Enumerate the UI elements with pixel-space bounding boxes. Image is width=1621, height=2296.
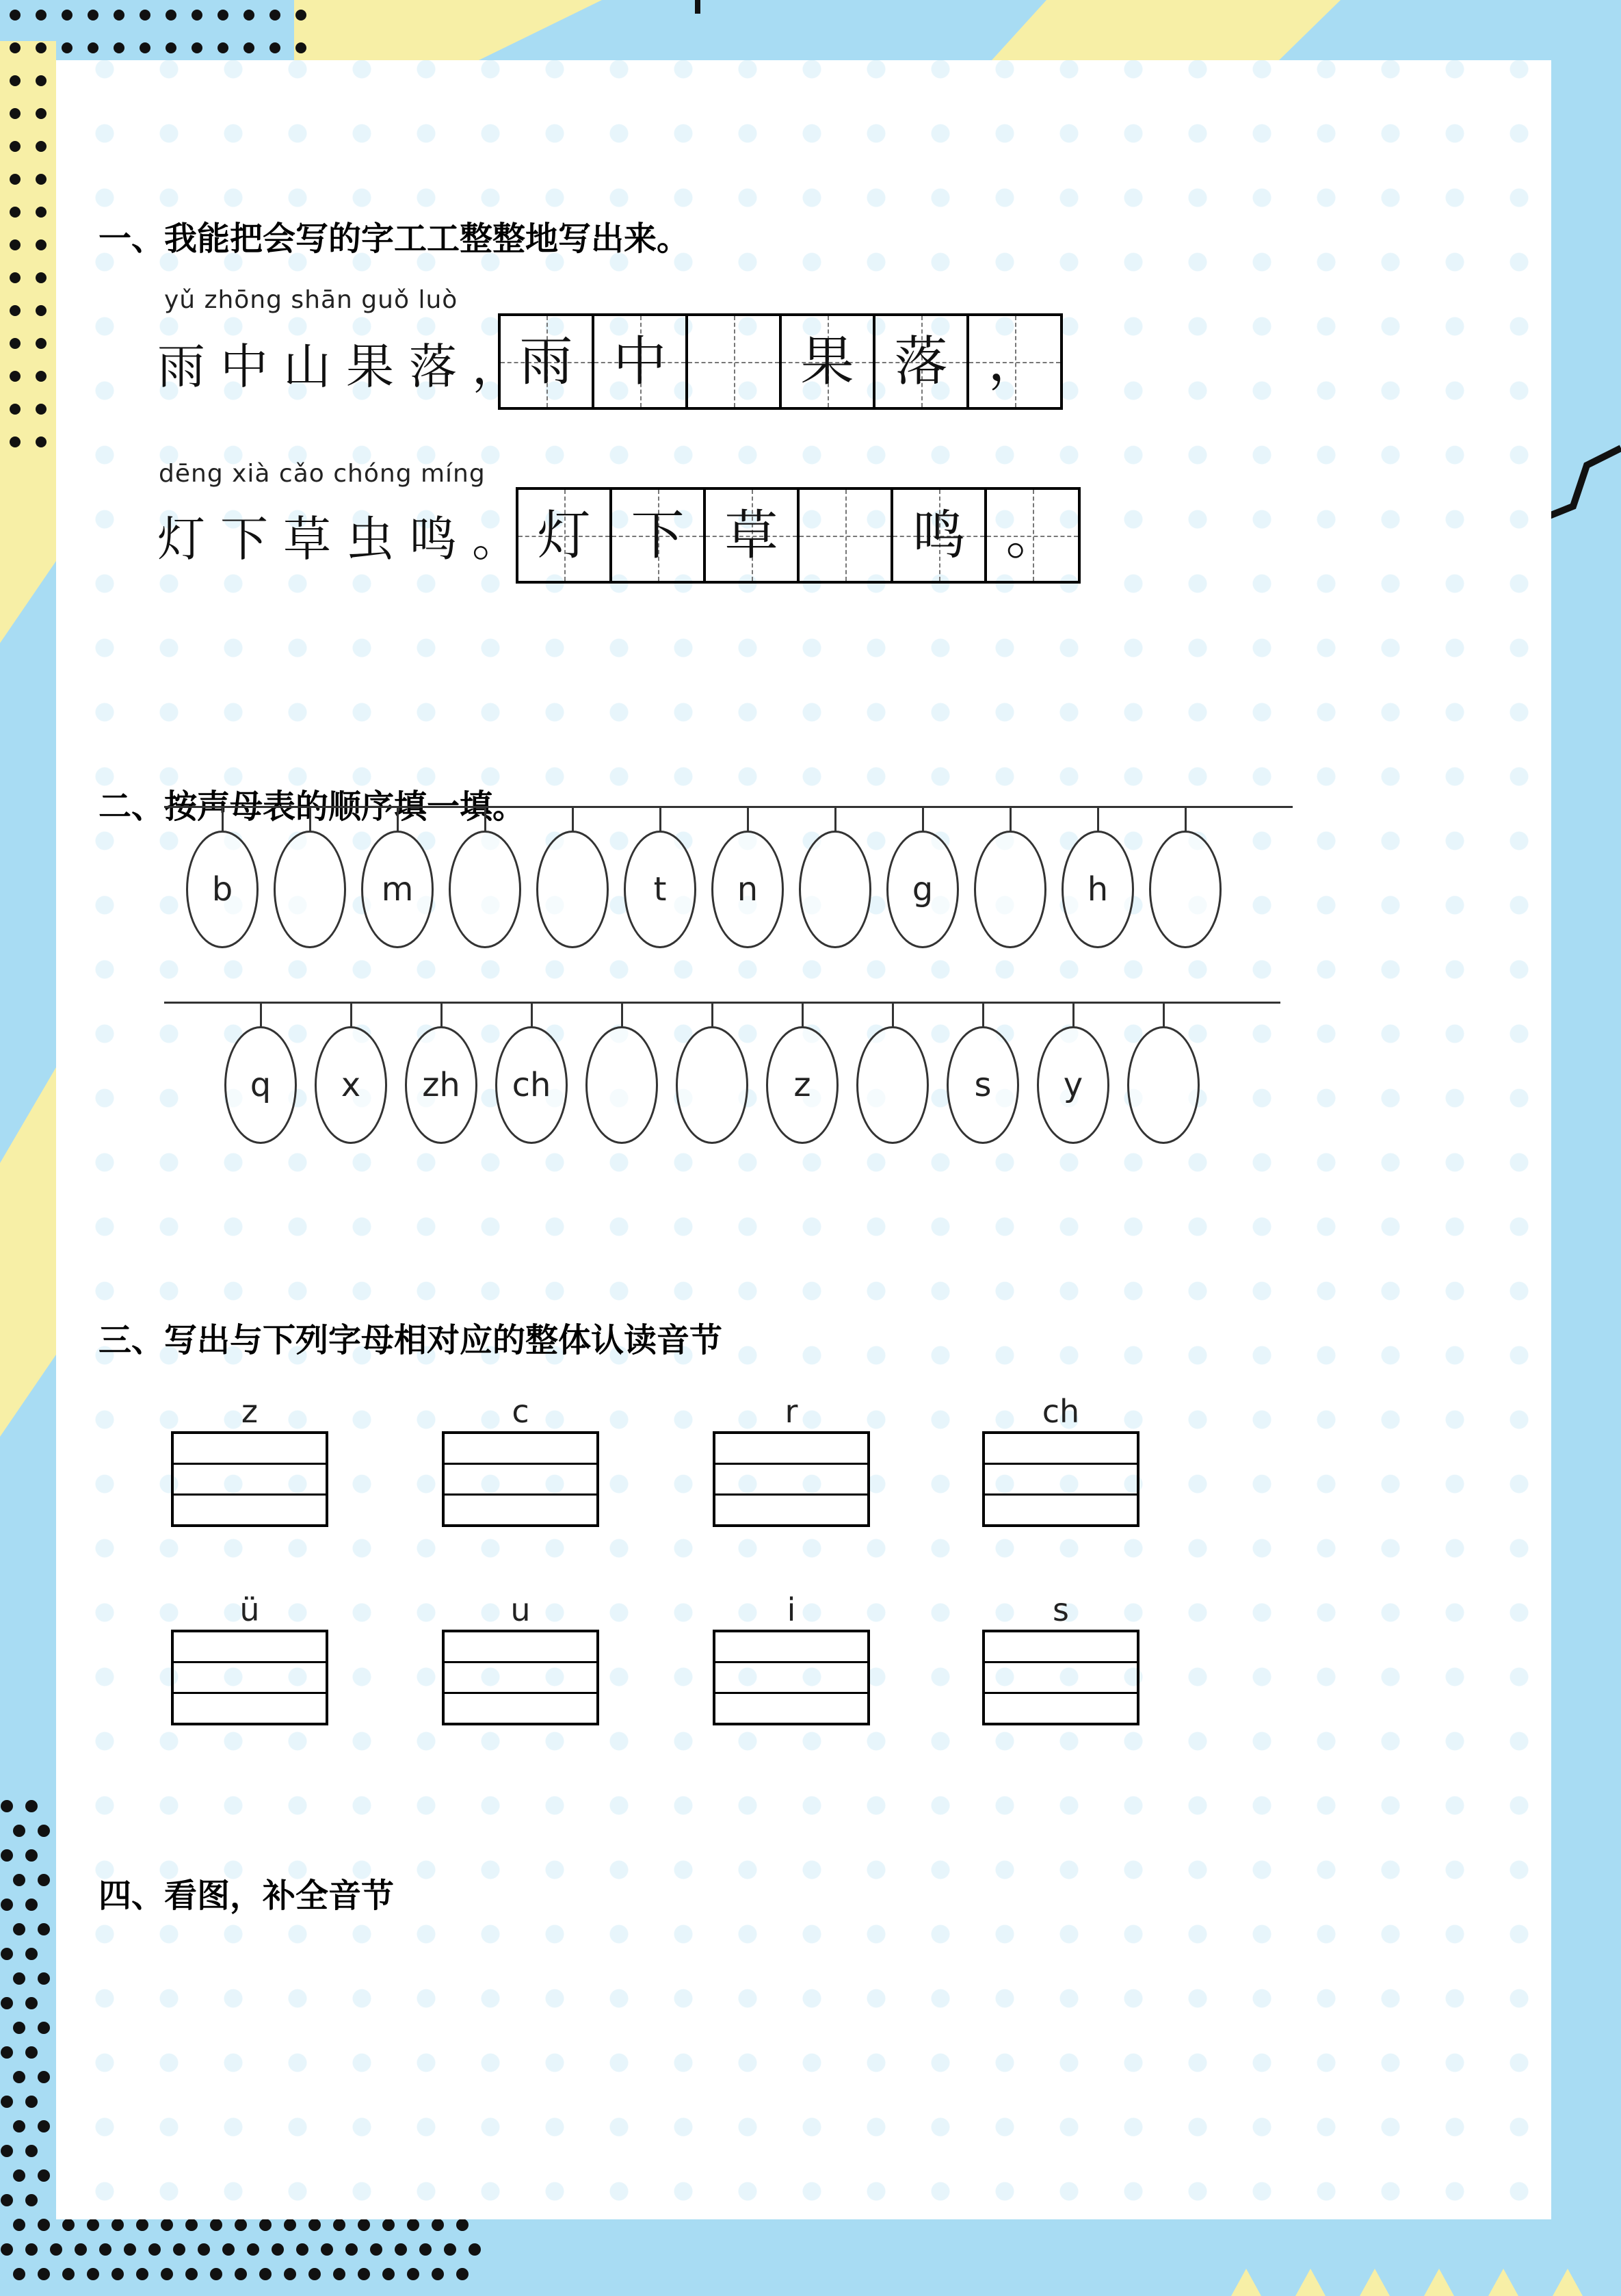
balloon[interactable]: x (315, 1026, 387, 1144)
syllable-item (171, 1393, 328, 1527)
syllable-letter: r (785, 1393, 798, 1430)
yellow-stripe-top-right (992, 0, 1341, 60)
row1-sentence: 雨中山果落， (157, 339, 535, 395)
row2-sentence: 灯下草虫鸣。 (157, 511, 535, 567)
balloon-blank[interactable] (799, 831, 871, 948)
balloon-blank[interactable] (274, 831, 346, 948)
syllable-letter: z (241, 1393, 259, 1430)
grid-cell-blank[interactable] (800, 490, 893, 581)
balloon-blank[interactable] (1149, 831, 1222, 948)
balloon[interactable]: t (624, 831, 696, 948)
grid-cell[interactable] (612, 490, 706, 581)
balloon-blank[interactable] (449, 831, 521, 948)
syllable-letter: ü (239, 1591, 260, 1628)
cell-char: 草 (724, 504, 778, 566)
balloon-string-row1 (164, 806, 1293, 808)
balloon[interactable]: y (1037, 1026, 1109, 1144)
worksheet-paper (56, 60, 1551, 2219)
section3-heading: 三、写出与下列字母相对应的整体认读音节 (98, 1321, 723, 1359)
syllable-item (982, 1591, 1139, 1725)
grid-cell[interactable] (987, 490, 1078, 581)
grid-cell[interactable] (875, 316, 969, 407)
triangle-decoration-bottom-right (1231, 2269, 1583, 2296)
writing-lines[interactable] (713, 1630, 870, 1725)
cell-char: ， (988, 330, 1042, 393)
cell-char: 落 (894, 330, 948, 393)
syllable-item (982, 1393, 1139, 1527)
writing-lines[interactable] (442, 1630, 599, 1725)
cell-char: 灯 (537, 504, 591, 566)
row2-pinyin: dēng xià cǎo chóng míng (159, 460, 486, 488)
balloon[interactable]: s (947, 1026, 1019, 1144)
cell-char: 中 (613, 330, 667, 393)
cell-char: 。 (1005, 504, 1059, 566)
syllable-item (713, 1591, 870, 1725)
balloon-blank[interactable] (856, 1026, 929, 1144)
cell-char: 果 (800, 330, 854, 393)
balloon-blank[interactable] (1127, 1026, 1200, 1144)
balloon-blank[interactable] (676, 1026, 748, 1144)
syllable-letter: ch (1042, 1393, 1080, 1430)
row1-writing-grid (498, 313, 1063, 410)
yellow-stripe-top-left (294, 0, 602, 60)
balloon[interactable]: z (766, 1026, 839, 1144)
cell-char: 下 (631, 504, 685, 566)
syllable-item (442, 1393, 599, 1527)
balloon[interactable]: zh (405, 1026, 477, 1144)
grid-cell[interactable] (969, 316, 1060, 407)
balloon[interactable]: n (711, 831, 784, 948)
balloon[interactable]: q (224, 1026, 297, 1144)
grid-cell[interactable] (782, 316, 875, 407)
balloon-string-row2 (164, 1002, 1280, 1004)
grid-cell[interactable] (518, 490, 612, 581)
syllable-item (442, 1591, 599, 1725)
yellow-stripe-left-lower (0, 1067, 56, 1437)
syllable-item (713, 1393, 870, 1527)
grid-cell-blank[interactable] (688, 316, 782, 407)
syllable-letter: s (1053, 1591, 1069, 1628)
top-stub-mark (695, 0, 700, 14)
row2-writing-grid (516, 487, 1081, 584)
row1-pinyin: yǔ zhōng shān guǒ luò (164, 286, 458, 314)
writing-lines[interactable] (982, 1431, 1139, 1527)
writing-lines[interactable] (713, 1431, 870, 1527)
balloon[interactable]: m (361, 831, 434, 948)
section1-heading: 一、我能把会写的字工工整整地写出来。 (98, 220, 690, 258)
syllable-item (171, 1591, 328, 1725)
balloon[interactable]: g (886, 831, 959, 948)
grid-cell[interactable] (594, 316, 688, 407)
writing-lines[interactable] (442, 1431, 599, 1527)
balloon-blank[interactable] (536, 831, 609, 948)
syllable-letter: c (512, 1393, 529, 1430)
grid-cell[interactable] (706, 490, 800, 581)
writing-lines[interactable] (171, 1630, 328, 1725)
syllable-letter: u (510, 1591, 531, 1628)
grid-cell[interactable] (501, 316, 594, 407)
cell-char: 鸣 (912, 504, 966, 566)
balloon[interactable]: ch (495, 1026, 568, 1144)
yellow-stripe-left-upper (0, 41, 56, 643)
balloon[interactable]: b (186, 831, 259, 948)
section4-heading: 四、看图，补全音节 (98, 1877, 395, 1915)
writing-lines[interactable] (171, 1431, 328, 1527)
balloon-blank[interactable] (974, 831, 1046, 948)
section2-heading: 二、按声母表的顺序填一填。 (98, 787, 526, 826)
cell-char: 雨 (519, 330, 573, 393)
balloon[interactable]: h (1062, 831, 1134, 948)
balloon-blank[interactable] (585, 1026, 658, 1144)
syllable-letter: i (787, 1591, 796, 1628)
writing-lines[interactable] (982, 1630, 1139, 1725)
grid-cell[interactable] (893, 490, 987, 581)
